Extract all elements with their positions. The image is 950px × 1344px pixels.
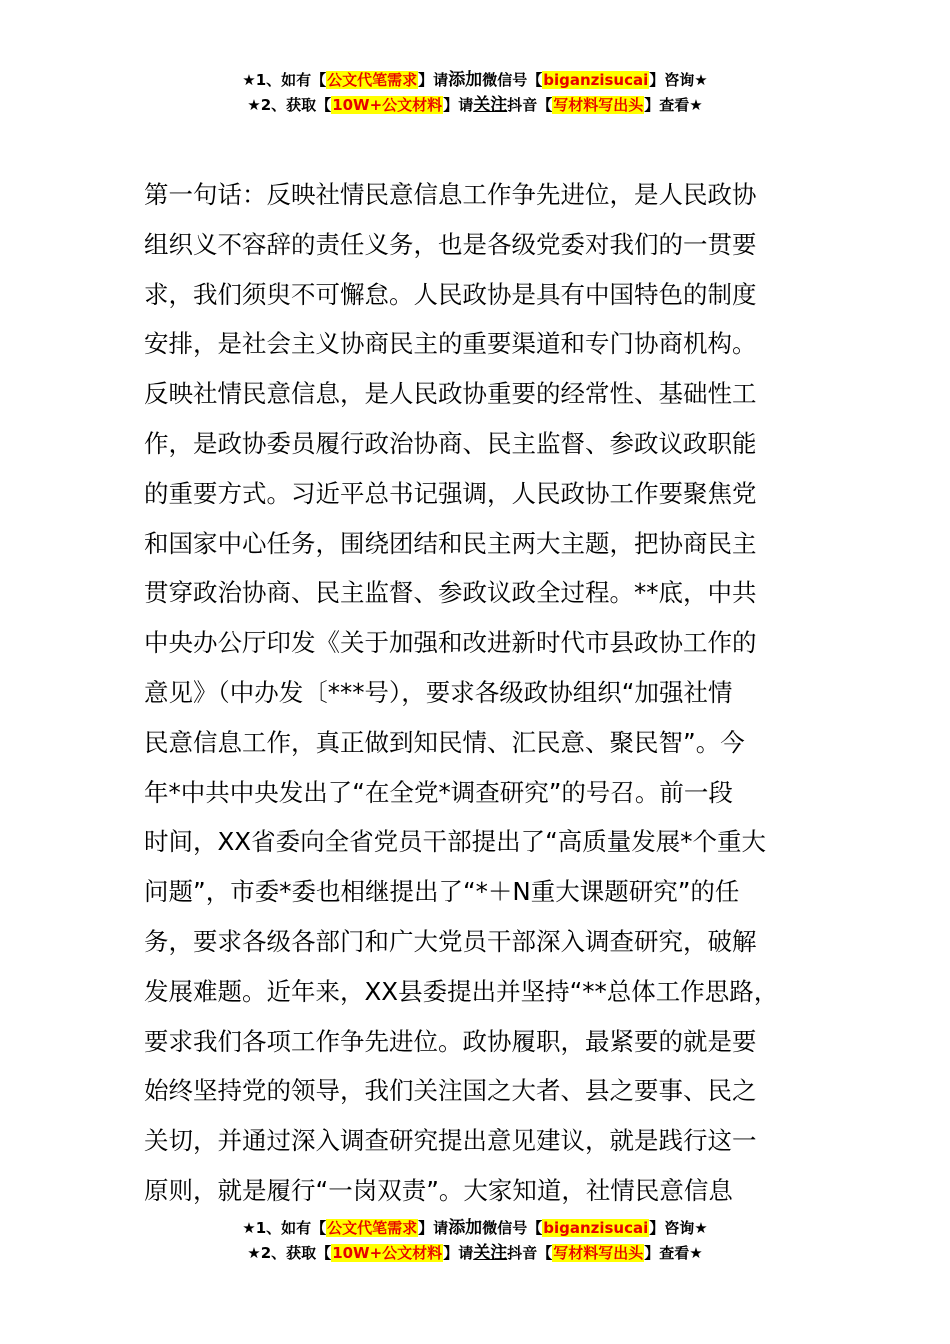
banner-text: 】咨询★ (649, 1219, 708, 1237)
body-line: 贯穿政治协商、民主监督、参政议政全过程。**底，中共 (144, 578, 757, 608)
banner-line-1 (0, 1216, 950, 1241)
banner-line-2 (0, 93, 950, 118)
body-line: 始终坚持党的领导，我们关注国之大者、县之要事、民之 (144, 1076, 757, 1106)
body-line: 和国家中心任务，围绕团结和民主两大主题，把协商民主 (144, 528, 757, 558)
banner-line-1 (0, 68, 950, 93)
banner-text: 抖音【 (507, 1244, 553, 1262)
body-line: 组织义不容辞的责任义务，也是各级党委对我们的一贯要 (144, 229, 757, 259)
banner-text: 】请 (418, 1219, 449, 1237)
body-line: 关切，并通过深入调查研究提出意见建议，就是践行这一 (144, 1126, 757, 1156)
banner-text: 抖音【 (507, 96, 553, 114)
highlight-materials: 10W+公文材料 (332, 1244, 443, 1262)
highlight-douyin: 写材料写出头 (553, 96, 644, 114)
body-line: 意见》（中办发〔***号），要求各级政协组织“加强社情 (144, 677, 733, 707)
banner-text: ★2、获取【 (247, 96, 332, 114)
banner-text: 微信号【 (482, 71, 543, 89)
highlight-service: 公文代笔需求 (327, 71, 418, 89)
body-line: 安排，是社会主义协商民主的重要渠道和专门协商机构。 (144, 329, 757, 359)
header-banner (0, 68, 950, 118)
body-line: 的重要方式。习近平总书记强调，人民政协工作要聚焦党 (144, 478, 757, 508)
body-line: 发展难题。近年来，XX县委提出并坚持“**总体工作思路， (144, 976, 779, 1006)
highlight-wechat-id: biganzisucai (543, 1219, 649, 1237)
banner-text: 】查看★ (644, 96, 703, 114)
highlight-wechat-id: biganzisucai (543, 71, 649, 89)
banner-text: 】查看★ (644, 1244, 703, 1262)
banner-emphasis: 添加 (448, 1218, 483, 1238)
banner-text: ★1、如有【 (242, 1219, 327, 1237)
banner-emphasis: 关注 (473, 1243, 508, 1263)
banner-text: 】咨询★ (649, 71, 708, 89)
banner-text: 微信号【 (482, 1219, 543, 1237)
body-line: 求，我们须臾不可懈怠。人民政协是具有中国特色的制度 (144, 279, 757, 309)
body-line: 第一句话：反映社情民意信息工作争先进位，是人民政协 (144, 180, 757, 209)
body-line: 原则，就是履行“一岗双责”。大家知道，社情民意信息 (144, 1175, 733, 1205)
banner-line-2 (0, 1241, 950, 1266)
banner-emphasis: 关注 (473, 95, 508, 115)
highlight-materials: 10W+公文材料 (332, 96, 443, 114)
body-line: 年*中共中央发出了“在全党*调查研究”的号召。前一段 (144, 777, 733, 807)
body-line: 时间，XX省委向全省党员干部提出了“高质量发展*个重大 (144, 827, 767, 857)
banner-text: 】请 (418, 71, 449, 89)
document-body (144, 170, 810, 1216)
highlight-service: 公文代笔需求 (327, 1219, 418, 1237)
body-line: 中央办公厅印发《关于加强和改进新时代市县政协工作的 (144, 628, 757, 658)
body-line: 问题”，市委*委也相继提出了“*＋N重大课题研究”的任 (144, 877, 740, 907)
body-line: 民意信息工作，真正做到知民情、汇民意、聚民智”。今 (144, 727, 745, 757)
banner-emphasis: 添加 (448, 70, 483, 90)
body-line: 作，是政协委员履行政治协商、民主监督、参政议政职能 (144, 428, 757, 458)
banner-text: ★2、获取【 (247, 1244, 332, 1262)
banner-text: 】请 (443, 1244, 474, 1262)
body-line: 务，要求各级各部门和广大党员干部深入调查研究，破解 (144, 926, 757, 956)
body-line: 要求我们各项工作争先进位。政协履职，最紧要的就是要 (144, 1026, 757, 1056)
body-line: 反映社情民意信息，是人民政协重要的经常性、基础性工 (144, 379, 757, 409)
banner-text: 】请 (443, 96, 474, 114)
banner-text: ★1、如有【 (242, 71, 327, 89)
highlight-douyin: 写材料写出头 (553, 1244, 644, 1262)
footer-banner (0, 1216, 950, 1266)
